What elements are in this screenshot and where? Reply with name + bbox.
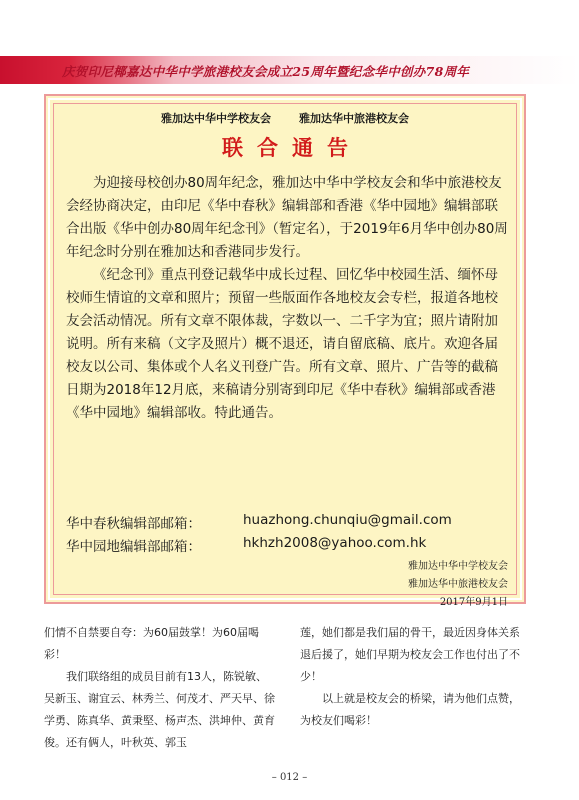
notice-date: 2017年9月1日 [439, 597, 508, 608]
article-paragraph: 我们联络组的成员目前有13人，陈锐敏、吴新玉、谢宜云、林秀兰、何茂才、严天早、徐学勇、陈真华、黄秉堅、杨声杰、洪坤仲、黄育俊。还有俩人，叶秋英、郭玉 [44, 670, 275, 749]
notice-paragraph: 《纪念刊》重点刊登记载华中成长过程、回忆华中校园生活、缅怀母校师生情谊的文章和照片；预留一些版面作各地校友会专栏，报道各地校友会活动情况。所有文章不限体裁，字数以一、二千字为宜；照片请附加说明。所有来稿（文字及照片）概不退还，请自留底稿、底片。欢迎各届校友以公司、集体或个人名义刊登广告。所有文章、照片、广告等的截稿日期为2018年12月底，来稿请分别寄到印尼《华中春秋》编辑部或香港《华中园地》编辑部收。特此通告。 [66, 267, 498, 421]
email-address-link[interactable]: huazhong.chunqiu@gmail.com [243, 512, 452, 528]
signature-line: 雅加达中华中学校友会 [408, 561, 508, 572]
email-address-link[interactable]: hkhzh2008@yahoo.com.hk [243, 535, 427, 551]
article-paragraph: 以上就是校友会的桥梁，请为他们点赞，为校友们喝彩！ [300, 692, 520, 727]
notice-paragraph: 为迎接母校创办80周年纪念，雅加达中华中学校友会和华中旅港校友会经协商决定，由印尼《华中春秋》编辑部和香港《华中园地》编辑部联合出版《华中创办80周年纪念刊》（暂定名），于2019年6月华中创办80周年纪念时分别在雅加达和香港同步发行。 [66, 175, 508, 260]
joint-notice-box [44, 94, 526, 608]
page-number: – 012 – [271, 772, 308, 783]
article-column-left [44, 622, 276, 754]
org-name: 雅加达中华中学校友会 [161, 112, 271, 125]
email-row [66, 512, 452, 532]
article-paragraph: 们情不自禁要自夸：为60届鼓掌！为60届喝彩！ [44, 626, 259, 661]
email-label: 华中园地编辑部邮箱： [66, 539, 201, 555]
signature-line: 雅加达华中旅港校友会 [408, 579, 508, 590]
org-name: 雅加达华中旅港校友会 [299, 112, 409, 125]
notice-title: 联合通告 [222, 135, 362, 160]
article-paragraph: 莲，她们都是我们届的骨干，最近因身体关系退后援了，她们早期为校友会工作也付出了不少！ [300, 626, 520, 683]
email-row [66, 535, 427, 555]
email-label: 华中春秋编辑部邮箱： [66, 516, 201, 532]
signature-block [408, 558, 508, 612]
issuing-organizations [46, 110, 524, 126]
article-column-right [300, 622, 528, 732]
notice-body [66, 172, 508, 425]
banner-title: 庆贺印尼椰嘉达中华中学旅港校友会成立25周年暨纪念华中创办78周年 [62, 64, 470, 79]
